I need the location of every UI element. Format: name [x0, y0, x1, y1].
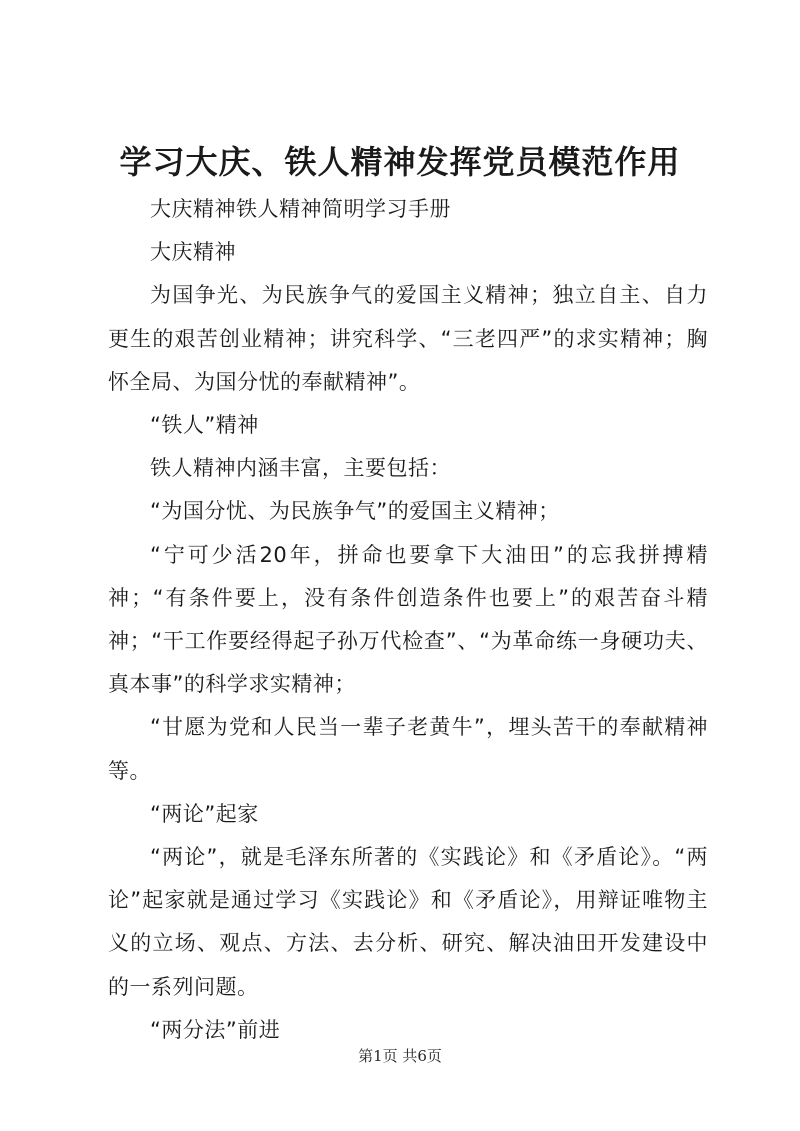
paragraph: 铁人精神内涵丰富，主要包括： — [150, 456, 451, 481]
paragraph: 大庆精神铁人精神简明学习手册 — [150, 197, 451, 221]
paragraph: “甘愿为党和人民当一辈子老黄牛”，埋头苦干的奉献精神等。 — [108, 715, 708, 783]
paragraph: “宁可少活20年，拼命也要拿下大油田”的忘我拼搏精神；“有条件要上，没有条件创造条件也要上”的艰苦奋斗精神；“干工作要经得起子孙万代检查”、“为革命练一身硬功夫、真本事”的科学求实精神； — [108, 542, 708, 697]
section-heading: “铁人”精神 — [150, 413, 259, 438]
section-heading: “两分法”前进 — [150, 1017, 281, 1042]
paragraph: “为国分忧、为民族争气”的爱国主义精神； — [150, 499, 560, 524]
paragraph: 为国争光、为民族争气的爱国主义精神；独立自主、自力更生的艰苦创业精神；讲究科学、“三老四严”的求实精神；胸怀全局、为国分忧的奉献精神”。 — [108, 283, 708, 394]
section-heading: “两论”起家 — [150, 801, 259, 826]
section-heading: 大庆精神 — [150, 240, 236, 265]
document-title: 学习大庆、铁人精神发挥党员模范作用 — [119, 143, 681, 181]
page-number-footer: 第1页 共6页 — [358, 1047, 442, 1065]
paragraph: “两论”，就是毛泽东所著的《实践论》和《矛盾论》。“两论”起家就是通过学习《实践论》和《矛盾论》，用辩证唯物主义的立场、观点、方法、去分析、研究、解决油田开发建设中的一系列问题。 — [108, 845, 708, 999]
document-body — [108, 188, 708, 1052]
